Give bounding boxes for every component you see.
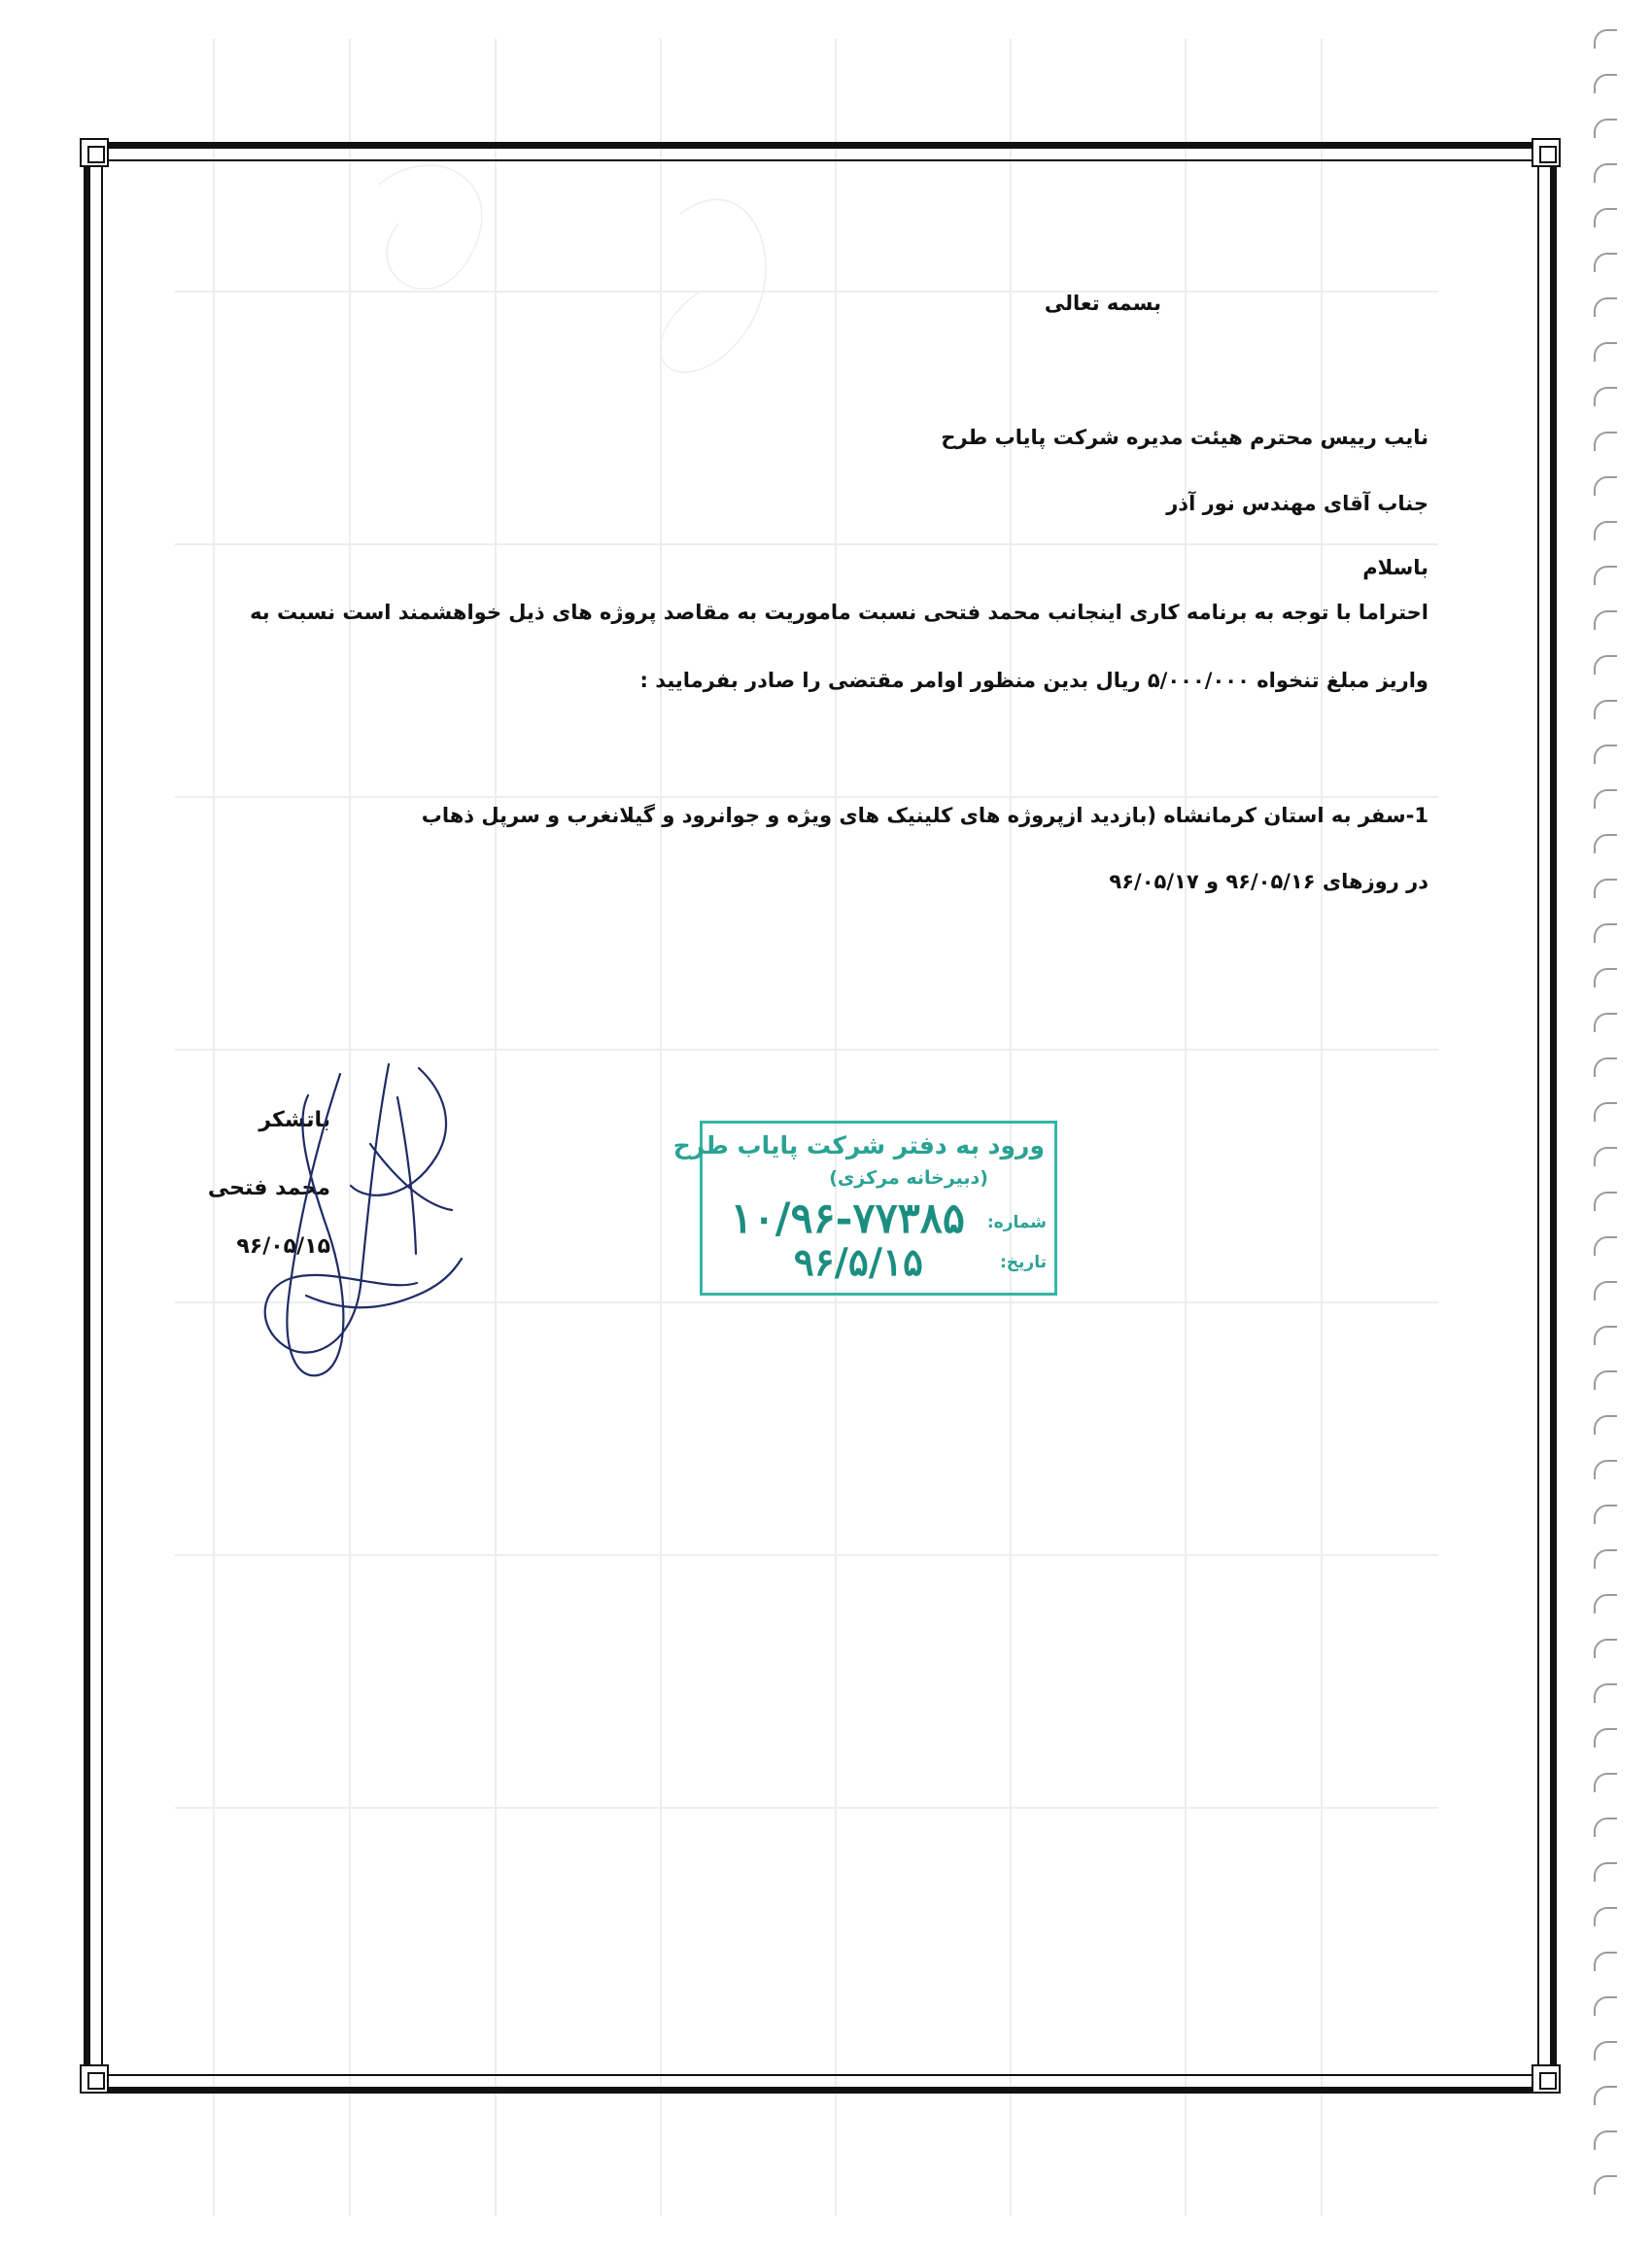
corner-top-right xyxy=(1532,138,1561,167)
spiral-ring xyxy=(1594,1818,1617,1837)
spiral-ring xyxy=(1594,253,1617,272)
spiral-ring xyxy=(1594,432,1617,451)
spiral-ring xyxy=(1594,968,1617,987)
spiral-ring xyxy=(1594,745,1617,764)
spiral-ring xyxy=(1594,1013,1617,1032)
stamp-number-value: ۱۰/۹۶-۷۷۳۸۵ xyxy=(730,1195,965,1243)
spiral-ring xyxy=(1594,2130,1617,2150)
spiral-ring xyxy=(1594,789,1617,809)
spiral-ring xyxy=(1594,29,1617,49)
spiral-ring xyxy=(1594,476,1617,496)
spiral-ring xyxy=(1594,1639,1617,1658)
body-line-2: واریز مبلغ تنخواه ۵/۰۰۰/۰۰۰ ریال بدین منظور اوامر مقتضی را صادر بفرمایید : xyxy=(639,669,1428,692)
spiral-ring xyxy=(1594,521,1617,540)
spiral-ring xyxy=(1594,923,1617,943)
spiral-ring xyxy=(1594,74,1617,93)
signature-date: ۹۶/۰۵/۱۵ xyxy=(236,1234,330,1259)
spiral-ring xyxy=(1594,834,1617,853)
spiral-ring xyxy=(1594,610,1617,630)
spiral-ring xyxy=(1594,1996,1617,2016)
spiral-ring xyxy=(1594,655,1617,675)
spiral-ring xyxy=(1594,2041,1617,2061)
closing-text: باتشکر xyxy=(258,1108,330,1132)
spiral-ring xyxy=(1594,1862,1617,1882)
stamp-number-label: شماره: xyxy=(986,1213,1047,1232)
stamp-date-label: تاریخ: xyxy=(1000,1253,1047,1272)
spiral-ring xyxy=(1594,566,1617,585)
recipient-line-1: نایب رییس محترم هیئت مدیره شرکت پایاب طرح xyxy=(941,426,1428,449)
item-1-line-2: در روزهای ۹۶/۰۵/۱۶ و ۹۶/۰۵/۱۷ xyxy=(1109,870,1428,893)
spiral-ring xyxy=(1594,1594,1617,1613)
spiral-ring xyxy=(1594,1907,1617,1926)
spiral-ring xyxy=(1594,700,1617,719)
recipient-line-2: جناب آقای مهندس نور آذر xyxy=(1166,492,1428,515)
spiral-ring xyxy=(1594,297,1617,317)
spiral-ring xyxy=(1594,1683,1617,1703)
spiral-ring xyxy=(1594,342,1617,362)
spiral-ring xyxy=(1594,1952,1617,1971)
spiral-ring xyxy=(1594,163,1617,183)
stamp-date-value: ۹۶/۵/۱۵ xyxy=(793,1240,923,1285)
spiral-ring xyxy=(1594,1773,1617,1792)
registration-stamp xyxy=(672,1121,1057,1296)
spiral-ring xyxy=(1594,1326,1617,1345)
item-1-line-1: 1-سفر به استان کرمانشاه (بازدید ازپروژه های کلینیک های ویژه و جوانرود و گیلانغرب و سرپل ذهاب xyxy=(421,804,1428,827)
spiral-ring xyxy=(1594,1728,1617,1748)
spiral-ring xyxy=(1594,1057,1617,1077)
spiral-ring xyxy=(1594,2086,1617,2105)
greeting: باسلام xyxy=(1362,556,1428,579)
spiral-ring xyxy=(1594,1281,1617,1300)
spiral-ring xyxy=(1594,1370,1617,1390)
spiral-ring xyxy=(1594,1415,1617,1435)
handwritten-signature xyxy=(248,1055,471,1385)
body-line-1: احتراما با توجه به برنامه کاری اینجانب محمد فتحی نسبت ماموریت به مقاصد پروژه های ذیل خواهشمند است نسبت به xyxy=(250,601,1428,624)
spiral-ring xyxy=(1594,1549,1617,1569)
stamp-title: ورود به دفتر شرکت پایاب طرح xyxy=(672,1131,1045,1160)
spiral-binding xyxy=(1594,29,1633,2226)
spiral-ring xyxy=(1594,1460,1617,1479)
spiral-ring xyxy=(1594,119,1617,138)
signer-name: محمد فتحی xyxy=(207,1176,330,1200)
spiral-ring xyxy=(1594,1192,1617,1211)
spiral-ring xyxy=(1594,1102,1617,1122)
spiral-ring xyxy=(1594,208,1617,227)
spiral-ring xyxy=(1594,879,1617,898)
spiral-ring xyxy=(1594,387,1617,406)
spiral-ring xyxy=(1594,1236,1617,1256)
letter-header: بسمه تعالی xyxy=(1044,292,1161,315)
corner-bottom-right xyxy=(1532,2064,1561,2094)
stamp-subtitle: (دبیرخانه مرکزی) xyxy=(829,1167,988,1189)
spiral-ring xyxy=(1594,2175,1617,2195)
corner-bottom-left xyxy=(80,2064,109,2094)
spiral-ring xyxy=(1594,1147,1617,1166)
spiral-ring xyxy=(1594,1505,1617,1524)
corner-top-left xyxy=(80,138,109,167)
